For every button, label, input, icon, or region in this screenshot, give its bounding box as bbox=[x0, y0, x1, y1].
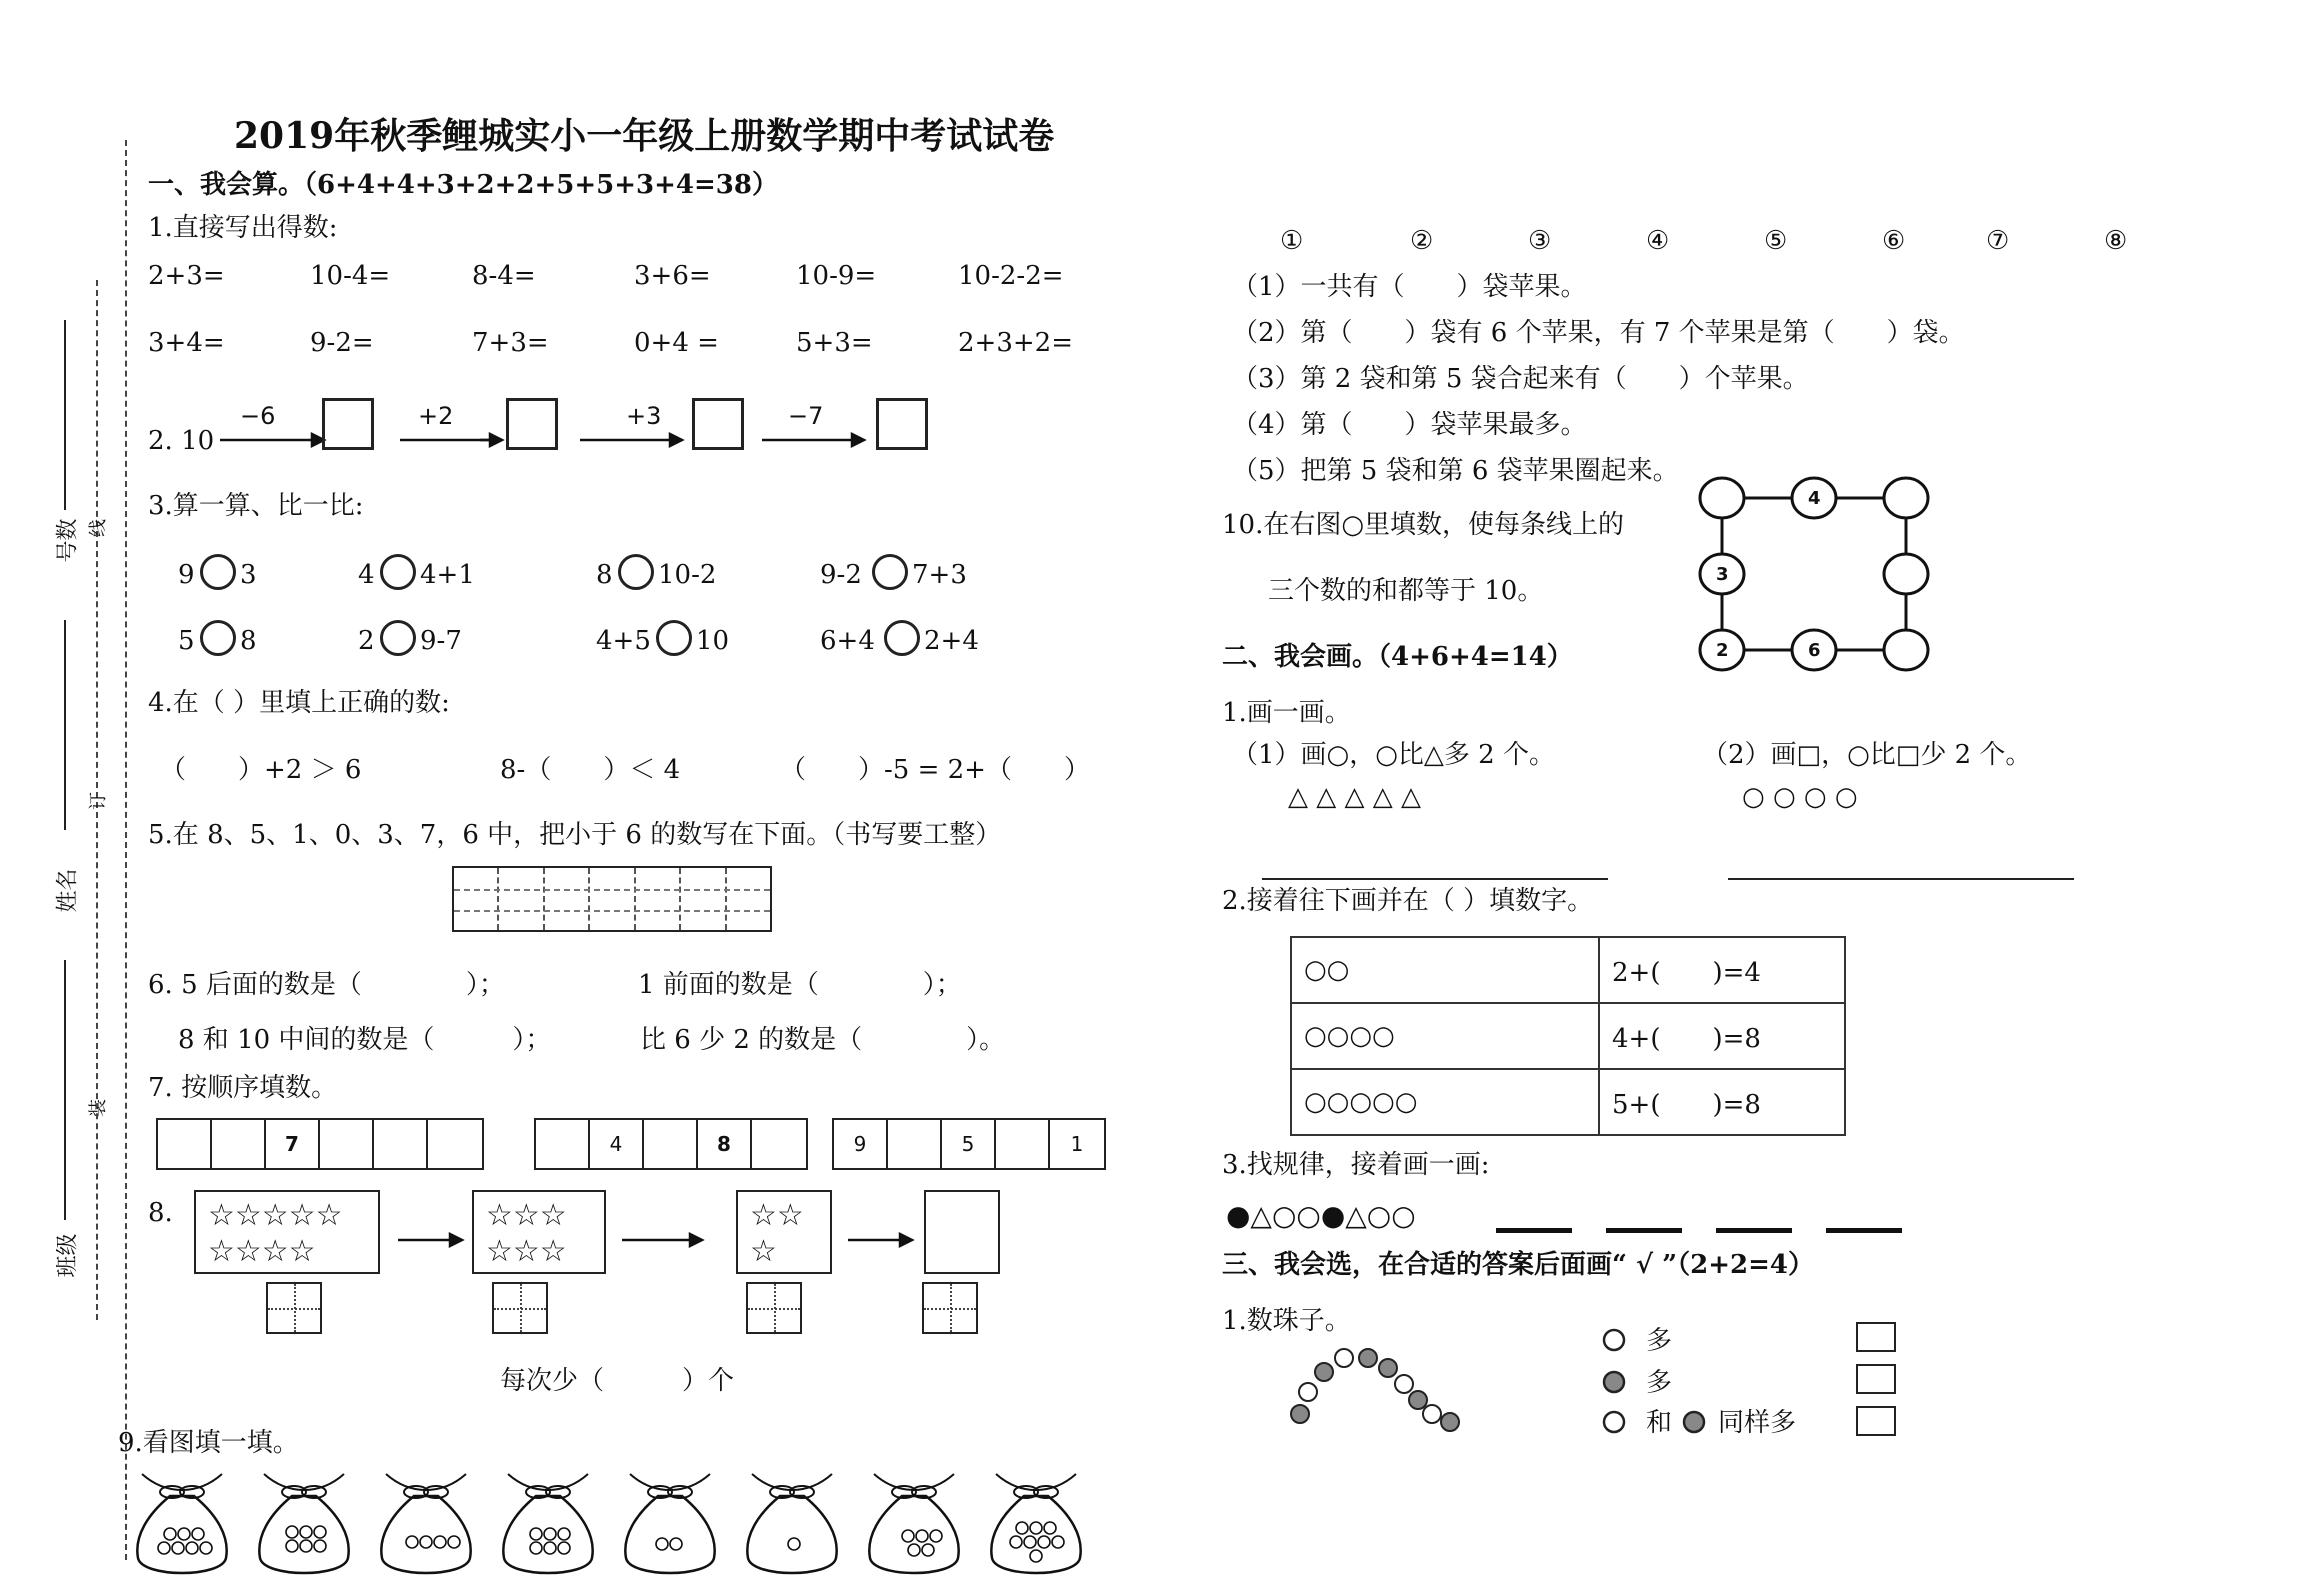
q8-star-box-1 bbox=[194, 1190, 380, 1274]
bag-number: ④ bbox=[1646, 226, 1670, 256]
q10-text: 10.在右图○里填数，使每条线上的 bbox=[1222, 510, 1625, 540]
q7-cell[interactable] bbox=[996, 1120, 1050, 1168]
stars: ☆☆☆☆☆ bbox=[208, 1198, 343, 1233]
q3-right: 3 bbox=[240, 560, 257, 590]
table-cell[interactable]: 5+( )=8 bbox=[1599, 1069, 1845, 1135]
check-box[interactable] bbox=[1856, 1322, 1896, 1352]
q1-item: 10-9= bbox=[796, 261, 877, 291]
table-row bbox=[1291, 1003, 1845, 1069]
side-label-zhuang: 装 bbox=[88, 1099, 109, 1117]
gray-bead-icon bbox=[1680, 1408, 1708, 1436]
table-cell[interactable]: 4+( )=8 bbox=[1599, 1003, 1845, 1069]
pattern: ●△○○●△○○ bbox=[1226, 1199, 1416, 1232]
q6-line2b: 比 6 少 2 的数是（ ）。 bbox=[640, 1025, 1006, 1055]
check-box[interactable] bbox=[1856, 1406, 1896, 1436]
q1-item: 7+3= bbox=[472, 328, 549, 358]
q3-left: 5 bbox=[178, 626, 195, 656]
table-row bbox=[1291, 937, 1845, 1003]
table-cell[interactable]: ○○○○ bbox=[1291, 1003, 1599, 1069]
white-bead-icon bbox=[1600, 1408, 1628, 1436]
q3-right: 8 bbox=[240, 626, 257, 656]
option-label: 多 bbox=[1646, 1368, 1673, 1398]
q1-item: 2+3= bbox=[148, 261, 225, 291]
circles: ○ ○ ○ ○ bbox=[1742, 782, 1858, 812]
q3-right: 7+3 bbox=[912, 560, 967, 590]
q4-item: （ ）-5 = 2+（ ） bbox=[780, 755, 1090, 785]
answer-blank[interactable] bbox=[1496, 1228, 1572, 1233]
q2-arrow-chain bbox=[200, 392, 950, 462]
q3-right: 4+1 bbox=[420, 560, 475, 590]
q2-answer-box[interactable] bbox=[692, 398, 744, 450]
q10-number: 2 bbox=[1716, 640, 1729, 661]
q7-cell[interactable]: 8 bbox=[698, 1120, 752, 1168]
side-label-name: 姓名 bbox=[55, 868, 81, 913]
q2-op: −6 bbox=[240, 402, 276, 430]
bag-icon bbox=[259, 1474, 348, 1573]
q3-right: 2+4 bbox=[924, 626, 979, 656]
q1-item: 3+4= bbox=[148, 328, 225, 358]
stars: ☆ bbox=[750, 1234, 777, 1269]
q3-left: 9 bbox=[178, 560, 195, 590]
s2q3-label: 3.找规律，接着画一画: bbox=[1222, 1150, 1490, 1180]
bead-arc bbox=[1280, 1332, 1480, 1442]
q10-text: 三个数的和都等于 10。 bbox=[1268, 576, 1544, 606]
table-cell[interactable]: ○○○○○ bbox=[1291, 1069, 1599, 1135]
bag-number: ① bbox=[1280, 226, 1304, 256]
q10-number: 3 bbox=[1716, 564, 1729, 585]
compare-circle[interactable] bbox=[884, 620, 920, 656]
option-label: 和 bbox=[1646, 1408, 1673, 1438]
compare-circle[interactable] bbox=[618, 554, 654, 590]
q3-right: 10-2 bbox=[658, 560, 717, 590]
q3-left: 4 bbox=[358, 560, 375, 590]
bag-number: ⑧ bbox=[2104, 226, 2128, 256]
bag-icon bbox=[137, 1474, 226, 1573]
q9-label: 9.看图填一填。 bbox=[118, 1428, 299, 1458]
side-label-ding: 订 bbox=[88, 792, 109, 810]
q2-answer-box[interactable] bbox=[876, 398, 928, 450]
q7-cell[interactable] bbox=[320, 1120, 374, 1168]
table-cell[interactable]: ○○ bbox=[1291, 937, 1599, 1003]
q3-left: 4+5 bbox=[596, 626, 651, 656]
bag-number: ② bbox=[1410, 226, 1434, 256]
q7-cell[interactable] bbox=[212, 1120, 266, 1168]
q3-right: 9-7 bbox=[420, 626, 462, 656]
q6-line1b: 1 前面的数是（ ）； bbox=[638, 970, 962, 1000]
section3-header: 三、我会选，在合适的答案后面画“ √ ”（2+2=4） bbox=[1222, 1250, 1814, 1280]
side-label-line: 线 bbox=[88, 519, 109, 537]
q8-tianzi-box[interactable] bbox=[922, 1282, 978, 1334]
q7-cell[interactable] bbox=[374, 1120, 428, 1168]
q7-cell[interactable] bbox=[536, 1120, 590, 1168]
q7-grid-1[interactable] bbox=[156, 1118, 484, 1170]
bag-icon bbox=[625, 1474, 714, 1573]
gray-bead-icon bbox=[1600, 1368, 1628, 1396]
side-label-number: 号数 bbox=[55, 518, 81, 563]
q2-answer-box[interactable] bbox=[322, 398, 374, 450]
q7-cell[interactable] bbox=[752, 1120, 806, 1168]
table-cell[interactable]: 2+( )=4 bbox=[1599, 937, 1845, 1003]
q9-item: （5）把第 5 袋和第 6 袋苹果圈起来。 bbox=[1232, 456, 1679, 486]
compare-circle[interactable] bbox=[380, 620, 416, 656]
q7-cell[interactable] bbox=[644, 1120, 698, 1168]
q2-op: +3 bbox=[626, 402, 662, 430]
compare-circle[interactable] bbox=[656, 620, 692, 656]
q10-number: 6 bbox=[1808, 640, 1821, 661]
q6-line2a: 8 和 10 中间的数是（ ）； bbox=[178, 1025, 552, 1055]
q1-item: 10-2-2= bbox=[958, 261, 1064, 291]
answer-blank[interactable] bbox=[1606, 1228, 1682, 1233]
q7-grid-2[interactable] bbox=[534, 1118, 808, 1170]
answer-blank[interactable] bbox=[1826, 1228, 1902, 1233]
option-label: 同样多 bbox=[1718, 1408, 1797, 1438]
q2-op: −7 bbox=[788, 402, 824, 430]
s2q1b: （2）画□，○比□少 2 个。 bbox=[1702, 740, 2032, 770]
bag-icon bbox=[869, 1474, 958, 1573]
q1-label: 1.直接写出得数: bbox=[148, 213, 338, 243]
q6-line1a: 6. 5 后面的数是（ ）； bbox=[148, 970, 505, 1000]
stars: ☆☆☆ bbox=[486, 1198, 567, 1233]
compare-circle[interactable] bbox=[200, 554, 236, 590]
table-row bbox=[1291, 1069, 1845, 1135]
class-blank bbox=[64, 960, 66, 1220]
q3-left: 6+4 bbox=[820, 626, 875, 656]
bag-number: ⑥ bbox=[1882, 226, 1906, 256]
q4-item: 8-（ ）＜ 4 bbox=[500, 755, 681, 785]
side-label-class: 班级 bbox=[55, 1233, 81, 1278]
q1-item: 8-4= bbox=[472, 261, 536, 291]
section2-header: 二、我会画。（4+6+4=14） bbox=[1222, 642, 1573, 672]
q3-left: 2 bbox=[358, 626, 375, 656]
q1-item: 2+3+2= bbox=[958, 328, 1073, 358]
q1-item: 10-4= bbox=[310, 261, 391, 291]
q3-left: 8 bbox=[596, 560, 613, 590]
q3-left: 9-2 bbox=[820, 560, 862, 590]
q3-label: 3.算一算、比一比: bbox=[148, 491, 364, 521]
q8-caption: 每次少（ ）个 bbox=[500, 1366, 735, 1396]
q5-label: 5.在 8、5、1、0、3、7，6 中，把小于 6 的数写在下面。（书写要工整） bbox=[148, 820, 1002, 850]
q2-answer-box[interactable] bbox=[506, 398, 558, 450]
q7-cell[interactable]: 5 bbox=[942, 1120, 996, 1168]
bag-number: ⑤ bbox=[1764, 226, 1788, 256]
q9-item: （1）一共有（ ）袋苹果。 bbox=[1232, 272, 1587, 302]
q7-cell[interactable]: 4 bbox=[590, 1120, 644, 1168]
bag-icon bbox=[381, 1474, 470, 1573]
q10-number: 4 bbox=[1808, 488, 1821, 509]
compare-circle[interactable] bbox=[200, 620, 236, 656]
number-blank bbox=[64, 320, 66, 510]
q7-cell[interactable]: 7 bbox=[266, 1120, 320, 1168]
q8-tianzi-box[interactable] bbox=[266, 1282, 322, 1334]
section1-header: 一、我会算。（6+4+4+3+2+2+5+5+3+4=38） bbox=[148, 170, 778, 200]
q3-right: 10 bbox=[696, 626, 730, 656]
check-box[interactable] bbox=[1856, 1364, 1896, 1394]
s2q1-label: 1.画一画。 bbox=[1222, 698, 1351, 728]
q4-item: （ ）+2 ＞ 6 bbox=[160, 755, 362, 785]
s2q2-label: 2.接着往下画并在（ ）填数字。 bbox=[1222, 886, 1594, 916]
answer-blank[interactable] bbox=[1716, 1228, 1792, 1233]
q2-label: 2. 10 bbox=[148, 426, 215, 456]
q7-cell[interactable] bbox=[428, 1120, 482, 1168]
q9-item: （4）第（ ）袋苹果最多。 bbox=[1232, 410, 1587, 440]
stars: ☆☆☆ bbox=[486, 1234, 567, 1269]
q8-label: 8. bbox=[148, 1198, 173, 1228]
q7-cell[interactable]: 9 bbox=[834, 1120, 888, 1168]
q1-item: 5+3= bbox=[796, 328, 873, 358]
q8-tianzi-box[interactable] bbox=[492, 1282, 548, 1334]
q7-label: 7. 按顺序填数。 bbox=[148, 1073, 338, 1103]
bag-number: ③ bbox=[1528, 226, 1552, 256]
q8-tianzi-box[interactable] bbox=[746, 1282, 802, 1334]
page-title: 2019年秋季鲤城实小一年级上册数学期中考试试卷 bbox=[234, 115, 1055, 157]
stars: ☆☆ bbox=[750, 1198, 804, 1233]
bag-icon bbox=[747, 1474, 836, 1573]
q2-op: +2 bbox=[418, 402, 454, 430]
answer-line[interactable] bbox=[1262, 878, 1608, 880]
s2q2-table bbox=[1290, 936, 1846, 1136]
q7-cell[interactable] bbox=[888, 1120, 942, 1168]
q1-item: 3+6= bbox=[634, 261, 711, 291]
compare-circle[interactable] bbox=[872, 554, 908, 590]
compare-circle[interactable] bbox=[380, 554, 416, 590]
q8-arrows bbox=[390, 1228, 930, 1252]
apple-bags bbox=[130, 1466, 1090, 1588]
q1-item: 0+4 = bbox=[634, 328, 719, 358]
bag-icon bbox=[991, 1474, 1080, 1573]
q7-cell[interactable]: 1 bbox=[1070, 1132, 1084, 1156]
bag-icon bbox=[503, 1474, 592, 1573]
q9-item: （2）第（ ）袋有 6 个苹果，有 7 个苹果是第（ ）袋。 bbox=[1232, 318, 1965, 348]
q4-label: 4.在（ ）里填上正确的数: bbox=[148, 688, 450, 718]
answer-line[interactable] bbox=[1728, 878, 2074, 880]
option-label: 多 bbox=[1646, 1326, 1673, 1356]
binding-dashed-line-outer bbox=[125, 140, 127, 1560]
q8-answer-box[interactable] bbox=[924, 1190, 1000, 1274]
q9-item: （3）第 2 袋和第 5 袋合起来有（ ）个苹果。 bbox=[1232, 364, 1809, 394]
name-blank bbox=[64, 620, 66, 830]
stars: ☆☆☆☆ bbox=[208, 1234, 316, 1269]
s3q1-label: 1.数珠子。 bbox=[1222, 1306, 1351, 1336]
q5-writing-grid[interactable] bbox=[452, 866, 772, 932]
q7-grid-3[interactable] bbox=[832, 1118, 1106, 1170]
q7-cell[interactable] bbox=[158, 1120, 212, 1168]
s2q1a: （1）画○，○比△多 2 个。 bbox=[1232, 740, 1555, 770]
white-bead-icon bbox=[1600, 1326, 1628, 1354]
bag-number: ⑦ bbox=[1986, 226, 2010, 256]
triangles: △ △ △ △ △ bbox=[1288, 782, 1422, 812]
q1-item: 9-2= bbox=[310, 328, 374, 358]
